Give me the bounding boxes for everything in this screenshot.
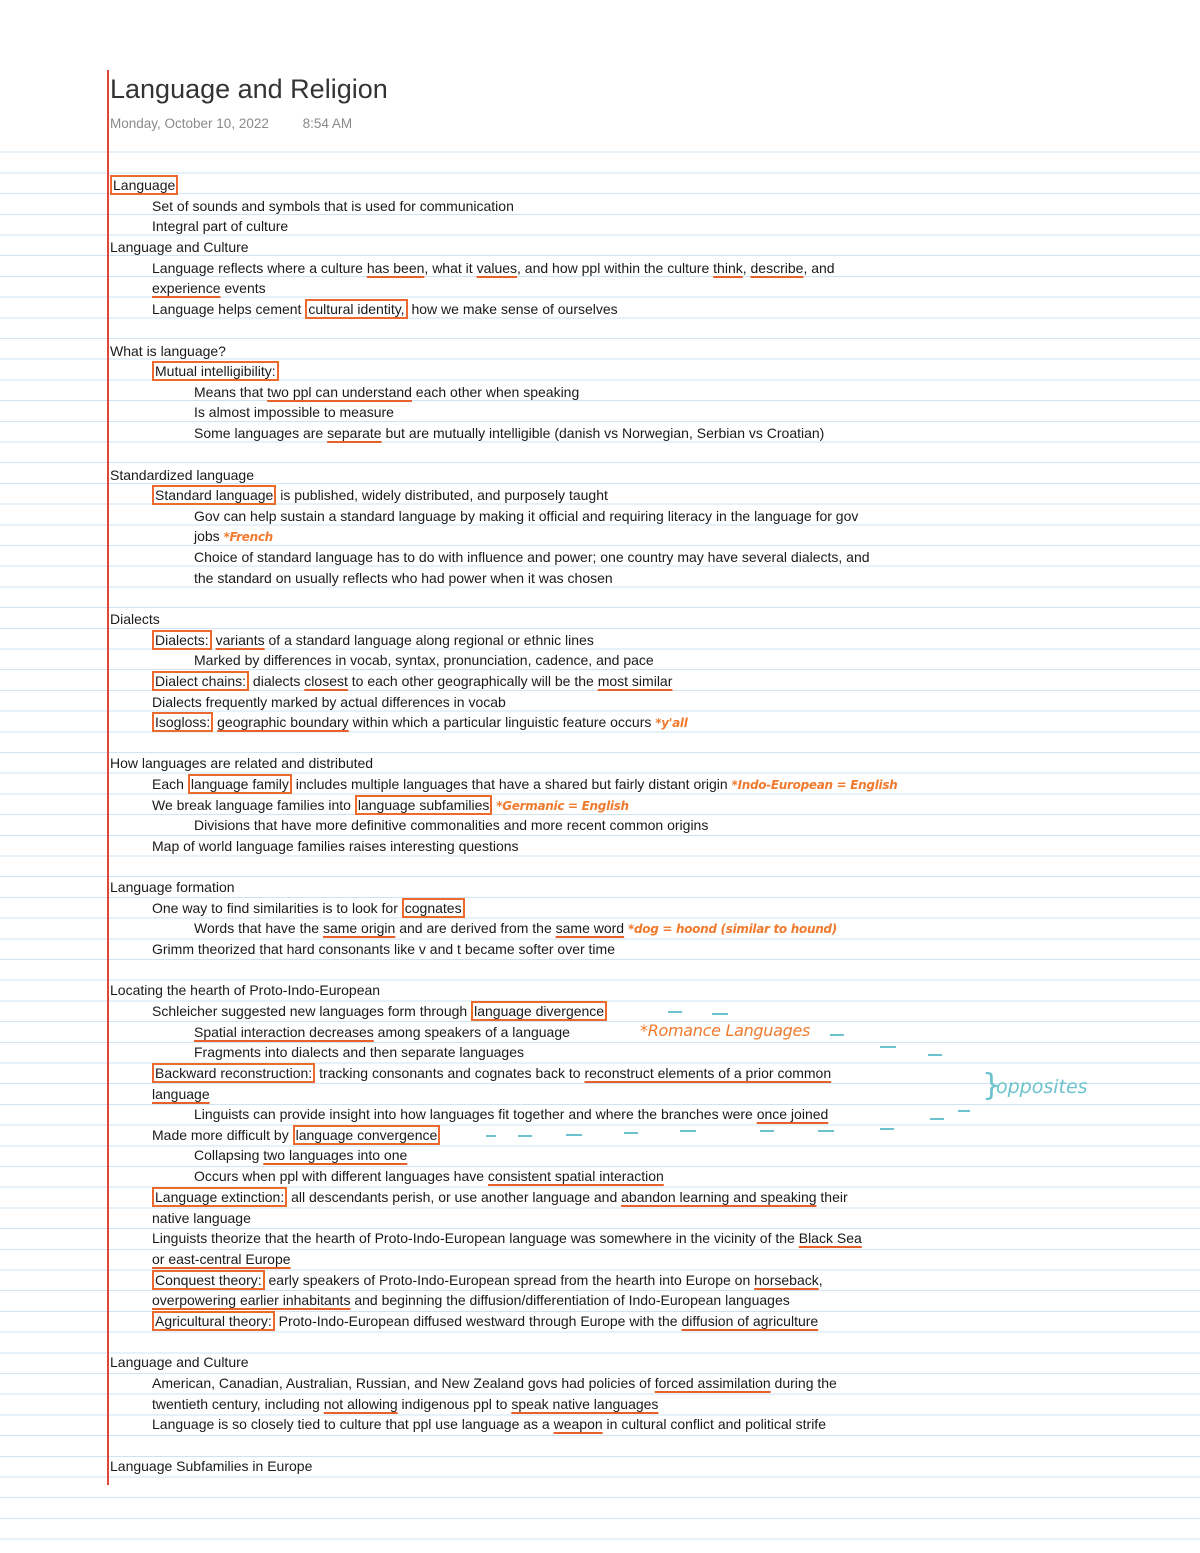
note-text: , (742, 260, 751, 276)
bracket-tick (668, 1011, 682, 1013)
boxed-term: cognates (402, 898, 465, 918)
underlined-phrase: variants (215, 632, 265, 648)
note-line (194, 402, 394, 422)
note-text: their (816, 1189, 848, 1205)
note-text: Language and Culture (110, 1354, 249, 1370)
note-text: Is almost impossible to measure (194, 404, 394, 420)
boxed-term: language divergence (471, 1001, 607, 1021)
note-text: to each other geographically will be the (347, 673, 598, 689)
note-text: Locating the hearth of Proto-Indo-European (110, 982, 381, 998)
note-line (152, 712, 688, 732)
note-text: American, Canadian, Australian, Russian, and New Zealand govs had policies of (152, 1375, 655, 1391)
note-line (152, 1394, 658, 1414)
note-text: of a standard language along regional or ethnic lines (264, 632, 594, 648)
bracket-tick (930, 1118, 944, 1120)
note-line (152, 1125, 440, 1145)
underlined-phrase: geographic boundary (217, 714, 349, 730)
note-text: One way to find similarities is to look for (152, 900, 402, 916)
underlined-phrase: Black Sea (798, 1230, 862, 1246)
note-text: and are derived from the (395, 920, 556, 936)
boxed-term: cultural identity, (305, 299, 407, 319)
bracket-tick (486, 1135, 496, 1137)
note-line (152, 485, 608, 505)
note-line (152, 1270, 823, 1290)
note-text: in cultural conflict and political strife (602, 1416, 826, 1432)
underlined-phrase: two ppl can understand (267, 384, 412, 400)
note-line (152, 836, 519, 856)
note-text: Proto-Indo-European diffused westward through Europe with the (274, 1313, 682, 1329)
handwritten-note: *Indo-European = English (731, 778, 898, 792)
note-text: includes multiple languages that have a shared but fairly distant origin (291, 776, 732, 792)
note-line (110, 609, 160, 629)
note-text: Marked by differences in vocab, syntax, pronunciation, cadence, and pace (194, 652, 654, 668)
note-text: Language reflects where a culture (152, 260, 367, 276)
note-text: Some languages are (194, 425, 328, 441)
note-line (152, 1063, 831, 1083)
note-text: Dialects (110, 611, 160, 627)
boxed-term: Standard language (152, 485, 276, 505)
note-line (194, 650, 654, 670)
note-text: How languages are related and distributed (110, 755, 374, 771)
note-line (110, 753, 373, 773)
underlined-phrase: has been (366, 260, 425, 276)
note-text: What is language? (110, 343, 226, 359)
note-line (152, 361, 279, 381)
note-text: Grimm theorized that hard consonants like v and t became softer over time (152, 941, 615, 957)
note-text: all descendants perish, or use another language and (287, 1189, 622, 1205)
note-line (110, 237, 249, 257)
note-line (152, 1001, 607, 1021)
side-note-opposites: opposites (996, 1076, 1088, 1098)
boxed-term: language family (188, 774, 292, 794)
note-text: native language (152, 1210, 251, 1226)
boxed-term: Isogloss: (152, 712, 213, 732)
note-line (110, 1456, 312, 1476)
note-text: events (220, 280, 266, 296)
boxed-term: Backward reconstruction: (152, 1063, 315, 1083)
note-line (152, 939, 615, 959)
underlined-phrase: describe (750, 260, 804, 276)
underlined-phrase: most similar (597, 673, 673, 689)
note-text: Map of world language families raises interesting questions (152, 838, 519, 854)
bracket-tick (566, 1134, 582, 1136)
note-line (152, 1228, 862, 1248)
note-line (152, 795, 629, 815)
note-text: Set of sounds and symbols that is used for communication (152, 198, 514, 214)
note-line (110, 341, 226, 361)
note-line (152, 1373, 837, 1393)
note-text: Occurs when ppl with different languages have (194, 1168, 488, 1184)
boxed-term: Agricultural theory: (152, 1311, 275, 1331)
note-text: Language formation (110, 879, 235, 895)
boxed-term: language convergence (293, 1125, 441, 1145)
bracket-tick (518, 1135, 532, 1137)
note-text: dialects (249, 673, 305, 689)
note-text: , and (803, 260, 835, 276)
note-text: Gov can help sustain a standard language by making it official and requiring literacy in the language for gov (194, 508, 859, 524)
underlined-phrase: not allowing (323, 1396, 398, 1412)
underlined-phrase: experience (152, 280, 221, 296)
note-text: Means that (194, 384, 268, 400)
underlined-phrase: abandon learning and speaking (621, 1189, 817, 1205)
note-line (194, 815, 708, 835)
note-text: Integral part of culture (152, 218, 289, 234)
note-text: , (818, 1272, 823, 1288)
note-text: is published, widely distributed, and purposely taught (276, 487, 608, 503)
note-text: Collapsing (194, 1147, 264, 1163)
note-line (110, 465, 254, 485)
bracket-tick (818, 1130, 834, 1132)
note-line (152, 1187, 848, 1207)
note-line (194, 423, 824, 443)
note-line (110, 980, 380, 1000)
note-text: Linguists can provide insight into how languages fit together and where the branches were (194, 1106, 757, 1122)
note-text: how we make sense of ourselves (407, 301, 618, 317)
note-text: indigenous ppl to (397, 1396, 512, 1412)
note-text: but are mutually intelligible (danish vs Norwegian, Serbian vs Croatian) (381, 425, 825, 441)
handwritten-note: *Romance Languages (640, 1021, 811, 1040)
handwritten-note: *y'all (655, 716, 688, 730)
note-line (152, 774, 897, 794)
note-text: Fragments into dialects and then separate languages (194, 1044, 524, 1060)
note-line (152, 1208, 251, 1228)
note-text: jobs (194, 528, 224, 544)
note-text: Language helps cement (152, 301, 306, 317)
bracket-tick (958, 1110, 970, 1112)
note-line (152, 1249, 291, 1269)
underlined-phrase: language (152, 1086, 210, 1102)
note-text: during the (770, 1375, 837, 1391)
note-line (152, 630, 594, 650)
note-text: each other when speaking (411, 384, 580, 400)
note-line (194, 918, 837, 938)
note-line (194, 1145, 407, 1165)
note-line (152, 671, 672, 691)
note-line (152, 1311, 818, 1331)
note-line (152, 258, 835, 278)
side-note-bracket: } (982, 1068, 1002, 1103)
underlined-phrase: diffusion of agriculture (681, 1313, 819, 1329)
underlined-phrase: consistent spatial interaction (487, 1168, 664, 1184)
boxed-term: Conquest theory: (152, 1270, 265, 1290)
note-line (194, 568, 613, 588)
note-text: Linguists theorize that the hearth of Proto-Indo-European language was somewhere in the vicinity of the (152, 1230, 799, 1246)
note-line (152, 1414, 826, 1434)
bracket-tick (928, 1054, 942, 1056)
boxed-term: language subfamilies (355, 795, 493, 815)
note-text: Choice of standard language has to do with influence and power; one country may have several dialects, and (194, 549, 870, 565)
note-line (194, 526, 273, 546)
note-text: the standard on usually reflects who had power when it was chosen (194, 570, 613, 586)
bracket-tick (760, 1130, 774, 1132)
handwritten-note: *French (223, 530, 273, 544)
underlined-phrase: closest (304, 673, 348, 689)
underlined-phrase: same origin (322, 920, 396, 936)
page-dateline (110, 116, 382, 131)
underlined-phrase: same word (555, 920, 625, 936)
note-text: Language is so closely tied to culture that ppl use language as a (152, 1416, 554, 1432)
note-line (194, 1022, 570, 1042)
note-text: within which a particular linguistic feature occurs (348, 714, 656, 730)
note-text: Language Subfamilies in Europe (110, 1458, 313, 1474)
boxed-term: Dialect chains: (152, 671, 249, 691)
note-line (194, 547, 870, 567)
note-line (152, 692, 506, 712)
bracket-tick (680, 1130, 696, 1132)
underlined-phrase: forced assimilation (654, 1375, 771, 1391)
underlined-phrase: weapon (553, 1416, 603, 1432)
underlined-phrase: or east-central Europe (152, 1251, 291, 1267)
underlined-phrase: reconstruct elements of a prior common (584, 1065, 832, 1081)
note-text: tracking consonants and cognates back to (315, 1065, 585, 1081)
handwritten-note: *dog = hoond (similar to hound) (627, 922, 837, 936)
note-text: among speakers of a language (373, 1024, 570, 1040)
note-text: , what it (424, 260, 477, 276)
note-line (194, 1104, 828, 1124)
note-text: and beginning the diffusion/differentiation of Indo-European languages (350, 1292, 790, 1308)
note-line (152, 1290, 790, 1310)
note-line (152, 196, 514, 216)
note-line (110, 877, 235, 897)
note-text: We break language families into (152, 797, 355, 813)
note-text: Words that have the (194, 920, 323, 936)
page-time: 8:54 AM (302, 116, 353, 131)
underlined-phrase: two languages into one (263, 1147, 408, 1163)
note-line (194, 382, 579, 402)
underlined-phrase: speak native languages (511, 1396, 659, 1412)
note-text: Each (152, 776, 188, 792)
note-text: Made more difficult by (152, 1127, 293, 1143)
note-line (194, 506, 858, 526)
note-line (152, 898, 465, 918)
underlined-phrase: horseback (754, 1272, 819, 1288)
underlined-phrase: Spatial interaction decreases (194, 1024, 374, 1040)
bracket-tick (880, 1046, 896, 1048)
bracket-tick (830, 1034, 844, 1036)
page-title: Language and Religion (110, 74, 388, 104)
note-line (194, 1042, 524, 1062)
bracket-tick (712, 1013, 728, 1015)
note-text: Divisions that have more definitive commonalities and more recent common origins (194, 817, 709, 833)
note-line (110, 175, 178, 195)
boxed-term: Language extinction: (152, 1187, 287, 1207)
margin-line (107, 70, 109, 1485)
note-text: Language and Culture (110, 239, 249, 255)
note-text: twentieth century, including (152, 1396, 324, 1412)
note-text: Dialects frequently marked by actual differences in vocab (152, 694, 506, 710)
boxed-term: Language (110, 175, 178, 195)
handwritten-note: *Germanic = English (496, 799, 629, 813)
note-line (152, 216, 288, 236)
note-line (194, 1166, 664, 1186)
bracket-tick (880, 1128, 894, 1130)
underlined-phrase: overpowering earlier inhabitants (152, 1292, 351, 1308)
underlined-phrase: once joined (756, 1106, 829, 1122)
boxed-term: Mutual intelligibility: (152, 361, 279, 381)
note-text: , and how ppl within the culture (517, 260, 714, 276)
note-line (152, 278, 266, 298)
bracket-tick (624, 1132, 638, 1134)
note-line (152, 1084, 210, 1104)
underlined-phrase: values (476, 260, 518, 276)
underlined-phrase: separate (327, 425, 382, 441)
page-date: Monday, October 10, 2022 (110, 116, 269, 131)
note-text: Standardized language (110, 467, 255, 483)
boxed-term: Dialects: (152, 630, 212, 650)
note-text: Schleicher suggested new languages form through (152, 1003, 472, 1019)
underlined-phrase: think (713, 260, 743, 276)
note-line (152, 299, 618, 319)
note-text: early speakers of Proto-Indo-European spread from the hearth into Europe on (264, 1272, 755, 1288)
note-line (110, 1352, 249, 1372)
